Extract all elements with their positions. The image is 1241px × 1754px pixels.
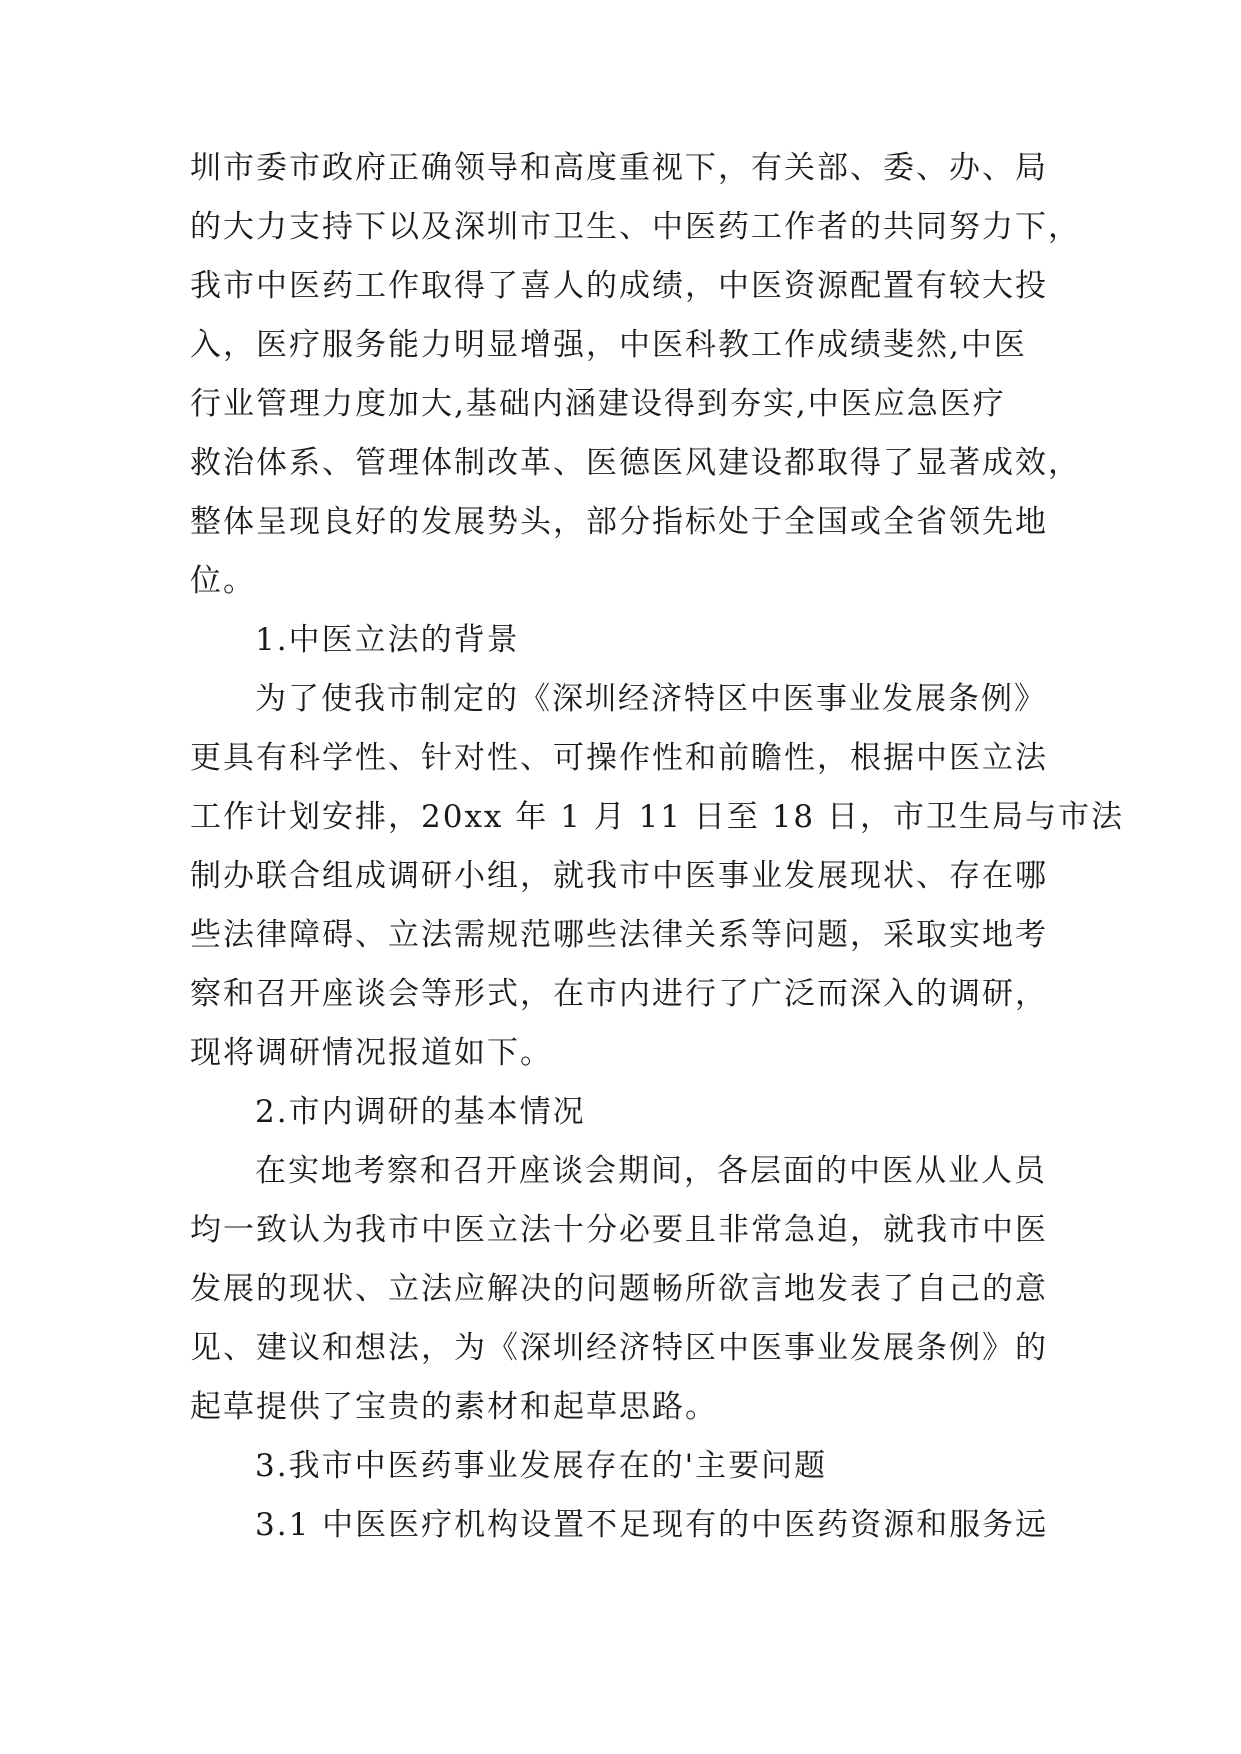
text-line: 察和召开座谈会等形式，在市内进行了广泛而深入的调研， bbox=[190, 976, 1048, 1012]
text-line: 行业管理力度加大,基础内涵建设得到夯实,中医应急医疗 bbox=[190, 386, 1006, 422]
section-heading-1: 1.中医立法的背景 bbox=[255, 622, 520, 658]
subsection-heading-3-1: 3.1 中医医疗机构设置不足现有的中医药资源和服务远 bbox=[255, 1507, 1049, 1543]
text-line: 救治体系、管理体制改革、医德医风建设都取得了显著成效， bbox=[190, 445, 1081, 481]
paragraph-start: 在实地考察和召开座谈会期间，各层面的中医从业人员 bbox=[255, 1153, 1047, 1189]
text-line: 入，医疗服务能力明显增强，中医科教工作成绩斐然,中医 bbox=[190, 327, 1027, 363]
text-line: 起草提供了宝贵的素材和起草思路。 bbox=[190, 1389, 718, 1425]
text-line: 工作计划安排，20xx 年 1 月 11 日至 18 日，市卫生局与市法 bbox=[190, 799, 1125, 835]
section-heading-3: 3.我市中医药事业发展存在的'主要问题 bbox=[255, 1448, 828, 1484]
text-line: 整体呈现良好的发展势头，部分指标处于全国或全省领先地 bbox=[190, 504, 1048, 540]
text-line: 我市中医药工作取得了喜人的成绩，中医资源配置有较大投 bbox=[190, 268, 1048, 304]
text-line: 发展的现状、立法应解决的问题畅所欲言地发表了自己的意 bbox=[190, 1271, 1048, 1307]
text-line: 更具有科学性、针对性、可操作性和前瞻性，根据中医立法 bbox=[190, 740, 1048, 776]
text-line: 现将调研情况报道如下。 bbox=[190, 1035, 553, 1071]
text-line: 位。 bbox=[190, 563, 256, 599]
text-line: 些法律障碍、立法需规范哪些法律关系等问题，采取实地考 bbox=[190, 917, 1048, 953]
text-line: 制办联合组成调研小组，就我市中医事业发展现状、存在哪 bbox=[190, 858, 1048, 894]
paragraph-start: 为了使我市制定的《深圳经济特区中医事业发展条例》 bbox=[255, 681, 1047, 717]
text-line: 均一致认为我市中医立法十分必要且非常急迫，就我市中医 bbox=[190, 1212, 1048, 1248]
text-line: 圳市委市政府正确领导和高度重视下，有关部、委、办、局 bbox=[190, 150, 1048, 186]
text-line: 的大力支持下以及深圳市卫生、中医药工作者的共同努力下， bbox=[190, 209, 1081, 245]
section-heading-2: 2.市内调研的基本情况 bbox=[255, 1094, 586, 1130]
text-line: 见、建议和想法，为《深圳经济特区中医事业发展条例》的 bbox=[190, 1330, 1048, 1366]
